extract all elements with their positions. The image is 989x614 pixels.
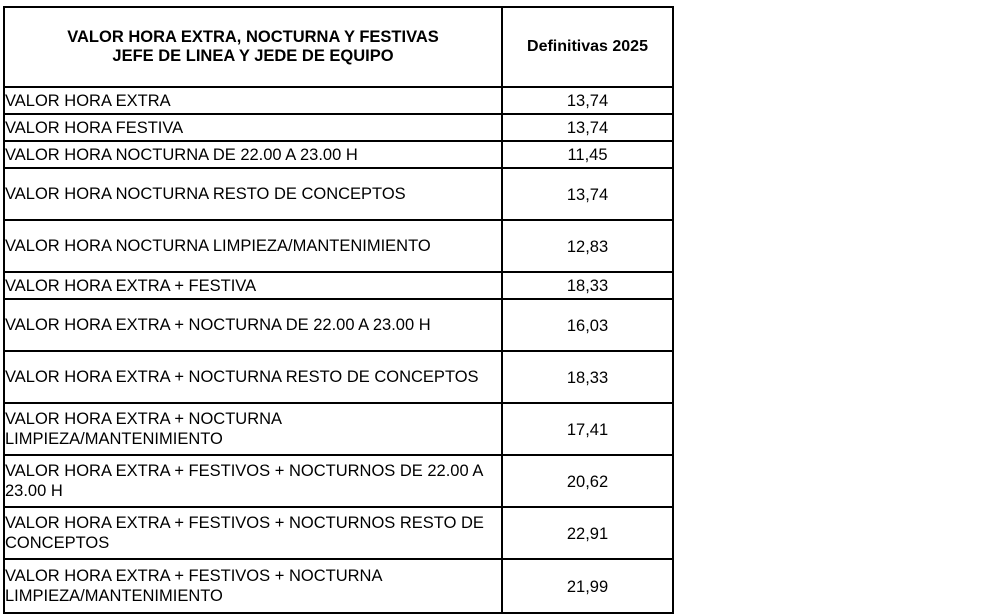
header-title-line-2: JEFE DE LINEA Y JEDE DE EQUIPO — [112, 47, 394, 65]
row-concept: VALOR HORA EXTRA + FESTIVOS + NOCTURNA LIMPIEZA/MANTENIMIENTO — [4, 559, 502, 613]
row-value-text: 16,03 — [566, 316, 609, 335]
row-value — [502, 403, 673, 455]
row-value-text: 13,74 — [566, 119, 609, 137]
header-title-line-1: VALOR HORA EXTRA, NOCTURNA Y FESTIVAS — [67, 28, 439, 46]
overtime-rates-table — [3, 6, 674, 614]
row-concept: VALOR HORA EXTRA + FESTIVA — [4, 272, 502, 299]
table-row — [4, 114, 673, 141]
row-value — [502, 455, 673, 507]
row-value — [502, 299, 673, 351]
row-value-text: 18,33 — [566, 368, 609, 387]
row-value-text: 21,99 — [566, 577, 609, 596]
header-concept-cell — [4, 7, 502, 87]
row-value-text: 20,62 — [566, 472, 609, 491]
row-concept: VALOR HORA EXTRA + NOCTURNA DE 22.00 A 23.00 H — [4, 299, 502, 351]
row-concept: VALOR HORA NOCTURNA RESTO DE CONCEPTOS — [4, 168, 502, 220]
row-value-text: 22,91 — [566, 524, 609, 543]
row-value — [502, 87, 673, 114]
row-value — [502, 114, 673, 141]
row-value-text: 13,74 — [566, 92, 609, 110]
row-concept: VALOR HORA EXTRA + FESTIVOS + NOCTURNOS RESTO DE CONCEPTOS — [4, 507, 502, 559]
row-value — [502, 272, 673, 299]
row-value-text: 13,74 — [566, 185, 609, 204]
table-row — [4, 272, 673, 299]
row-concept: VALOR HORA NOCTURNA DE 22.00 A 23.00 H — [4, 141, 502, 168]
row-value — [502, 559, 673, 613]
row-value-text: 12,83 — [566, 237, 609, 256]
row-value — [502, 141, 673, 168]
table-row — [4, 507, 673, 559]
table-row — [4, 455, 673, 507]
row-concept: VALOR HORA NOCTURNA LIMPIEZA/MANTENIMIENTO — [4, 220, 502, 272]
row-value-text: 11,45 — [567, 146, 608, 164]
table-row — [4, 299, 673, 351]
row-value — [502, 220, 673, 272]
row-concept: VALOR HORA EXTRA + NOCTURNA RESTO DE CONCEPTOS — [4, 351, 502, 403]
row-value-text: 18,33 — [566, 277, 609, 295]
row-concept: VALOR HORA FESTIVA — [4, 114, 502, 141]
header-value-cell: Definitivas 2025 — [502, 7, 673, 87]
table-header-row — [4, 7, 673, 87]
row-value-text: 17,41 — [566, 420, 609, 439]
table-row — [4, 220, 673, 272]
row-value — [502, 507, 673, 559]
row-concept: VALOR HORA EXTRA — [4, 87, 502, 114]
table-row — [4, 403, 673, 455]
row-concept: VALOR HORA EXTRA + FESTIVOS + NOCTURNOS DE 22.00 A 23.00 H — [4, 455, 502, 507]
table-row — [4, 87, 673, 114]
row-concept: VALOR HORA EXTRA + NOCTURNA LIMPIEZA/MANTENIMIENTO — [4, 403, 502, 455]
table-row — [4, 168, 673, 220]
row-value — [502, 168, 673, 220]
table-row — [4, 351, 673, 403]
table-row — [4, 559, 673, 613]
table-row — [4, 141, 673, 168]
row-value — [502, 351, 673, 403]
